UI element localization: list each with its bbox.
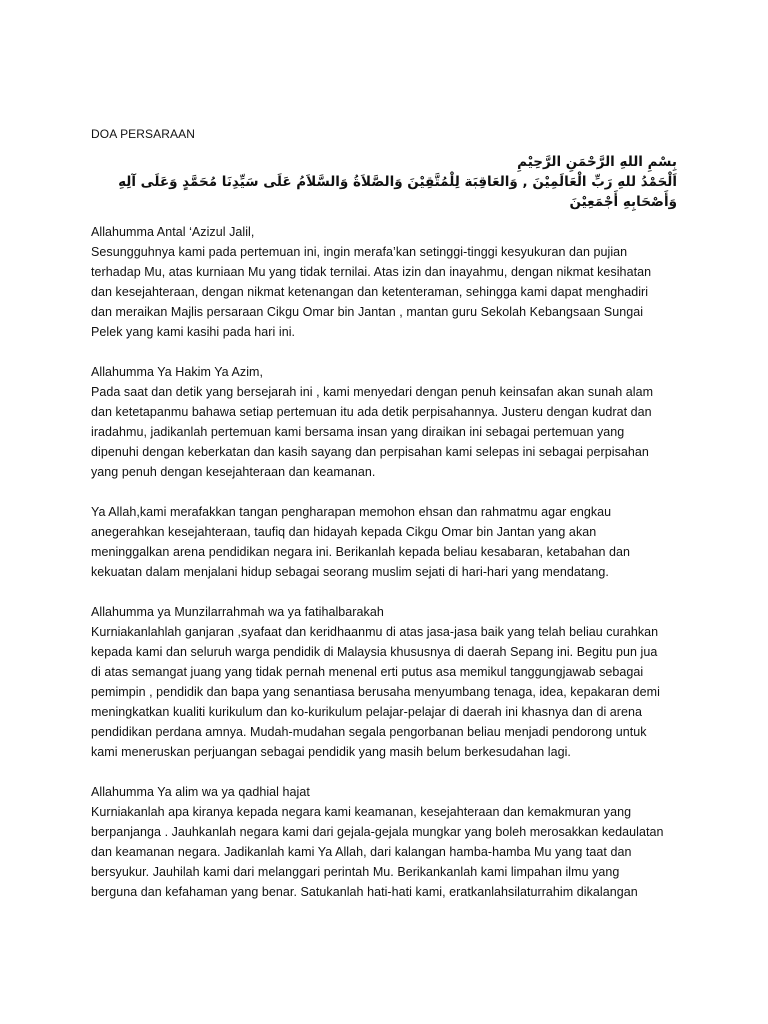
text-line: berguna dan kefahaman yang benar. Satukanlah hati-hati kami, eratkanlahsilaturrahim dikalangan — [91, 885, 638, 899]
text-line: yang penuh dengan kesejahteraan dan keamanan. — [91, 465, 376, 479]
text-line: dipenuhi dengan keberkatan dan kasih sayang dan perpisahan kami selepas ini sebagai perpisahan — [91, 445, 649, 459]
text-line: Allahumma Ya Hakim Ya Azim, — [91, 365, 264, 379]
text-line: pemimpin , pendidik dan bapa yang senantiasa berusaha menyumbang tenaga, idea, kepakaran demi — [91, 685, 660, 699]
text-line: Ya Allah,kami merafakkan tangan pengharapan memohon ehsan dan rahmatmu agar engkau — [91, 505, 612, 519]
document-title: DOA PERSARAAN — [91, 127, 195, 141]
text-line: dan meraikan Majlis persaraan Cikgu Omar bin Jantan , mantan guru Sekolah Kebangsaan Sungai — [91, 305, 644, 319]
text-line: meninggalkan arena pendidikan negara ini. Berikanlah kepada beliau kesabaran, ketabahan dan — [91, 545, 630, 559]
text-line: Allahumma Ya alim wa ya qadhial hajat — [91, 785, 310, 799]
arabic-line: بِسْمِ اللهِ الرَّحْمَنِ الرَّحِيْمِ — [517, 154, 677, 170]
text-line: Sesungguhnya kami pada pertemuan ini, ingin merafa’kan setinggi-tinggi kesyukuran dan pujian — [91, 245, 628, 259]
paragraph — [91, 502, 691, 582]
text-line: kami meneruskan perjuangan sebagai pendidik yang masih belum berkesudahan lagi. — [91, 745, 571, 759]
paragraph — [91, 222, 691, 342]
text-line: Allahumma ya Munzilarrahmah wa ya fatihalbarakah — [91, 605, 384, 619]
text-line: berpanjanga . Jauhkanlah negara kami dari gejala-gejala mungkar yang boleh merosakkan kedaulatan — [91, 825, 664, 839]
text-line: bersyukur. Jauhilah kami dari melanggari perintah Mu. Berikankanlah kami limpahan ilmu yang — [91, 865, 620, 879]
text-line: pendidikan perdana amnya. Mudah-mudahan segala pengorbanan beliau menjadi pendorong untuk — [91, 725, 647, 739]
paragraph — [91, 602, 691, 762]
text-line: meningkatkan kualiti kurikulum dan ko-kurikulum pelajar-pelajar di daerah ini khasnya dan di arena — [91, 705, 643, 719]
text-line: di atas semangat juang yang tidak pernah menenal erti putus asa memikul tanggungjawab sebagai — [91, 665, 644, 679]
text-line: Pelek yang kami kasihi pada hari ini. — [91, 325, 296, 339]
text-line: Kurniakanlah apa kiranya kepada negara kami keamanan, kesejahteraan dan kemakmuran yang — [91, 805, 632, 819]
text-line: dan keamanan negara. Jadikanlah kami Ya Allah, dari kalangan hamba-hamba Mu yang taat dan — [91, 845, 632, 859]
text-line: terhadap Mu, atas kurniaan Mu yang tidak ternilai. Atas izin dan inayahmu, dengan nikmat kesihatan — [91, 265, 652, 279]
text-line: kepada kami dan seluruh warga pendidik di Malaysia khususnya di daerah Sepang ini. Begitu pun jua — [91, 645, 658, 659]
text-line: Kurniakanlahlah ganjaran ,syafaat dan keridhaanmu di atas jasa-jasa baik yang telah beliau curahkan — [91, 625, 659, 639]
text-line: dan kesejahteraan, dengan nikmat ketenangan dan ketenteraman, sehingga kami dapat menghadiri — [91, 285, 649, 299]
text-line: Allahumma Antal ‘Azizul Jalil, — [91, 225, 255, 239]
text-line: iradahmu, jadikanlah pertemuan kami bersama insan yang diraikan ini sebagai pertemuan yang — [91, 425, 625, 439]
arabic-line: وَأَصْحَابِهِ أَجْمَعِيْنَ — [569, 194, 677, 210]
paragraph — [91, 362, 691, 482]
text-line: kekuatan dalam menjalani hidup sebagai seorang muslim sejati di hari-hari yang mendatang. — [91, 565, 609, 579]
arabic-line: اَلْحَمْدُ للهِ رَبِّ الْعَالَمِيْنَ , وَالعَاقِبَة لِلْمُتَّقِيْنَ وَالصَّلاَةُ وَالسَّلاَمُ عَلَى سَيِّدِنَا مُحَمَّدٍ وَعَلَى آلِهِ — [118, 174, 677, 190]
text-line: Pada saat dan detik yang bersejarah ini , kami menyedari dengan penuh keinsafan akan sunah alam — [91, 385, 654, 399]
text-line: dan ketetapanmu bahawa setiap pertemuan itu ada detik perpisahannya. Justeru dengan kudrat dan — [91, 405, 652, 419]
paragraph — [91, 782, 691, 902]
text-line: anegerahkan kesejahteraan, taufiq dan hidayah kepada Cikgu Omar bin Jantan yang akan — [91, 525, 597, 539]
arabic-opening — [91, 152, 677, 212]
document-body — [91, 222, 691, 922]
